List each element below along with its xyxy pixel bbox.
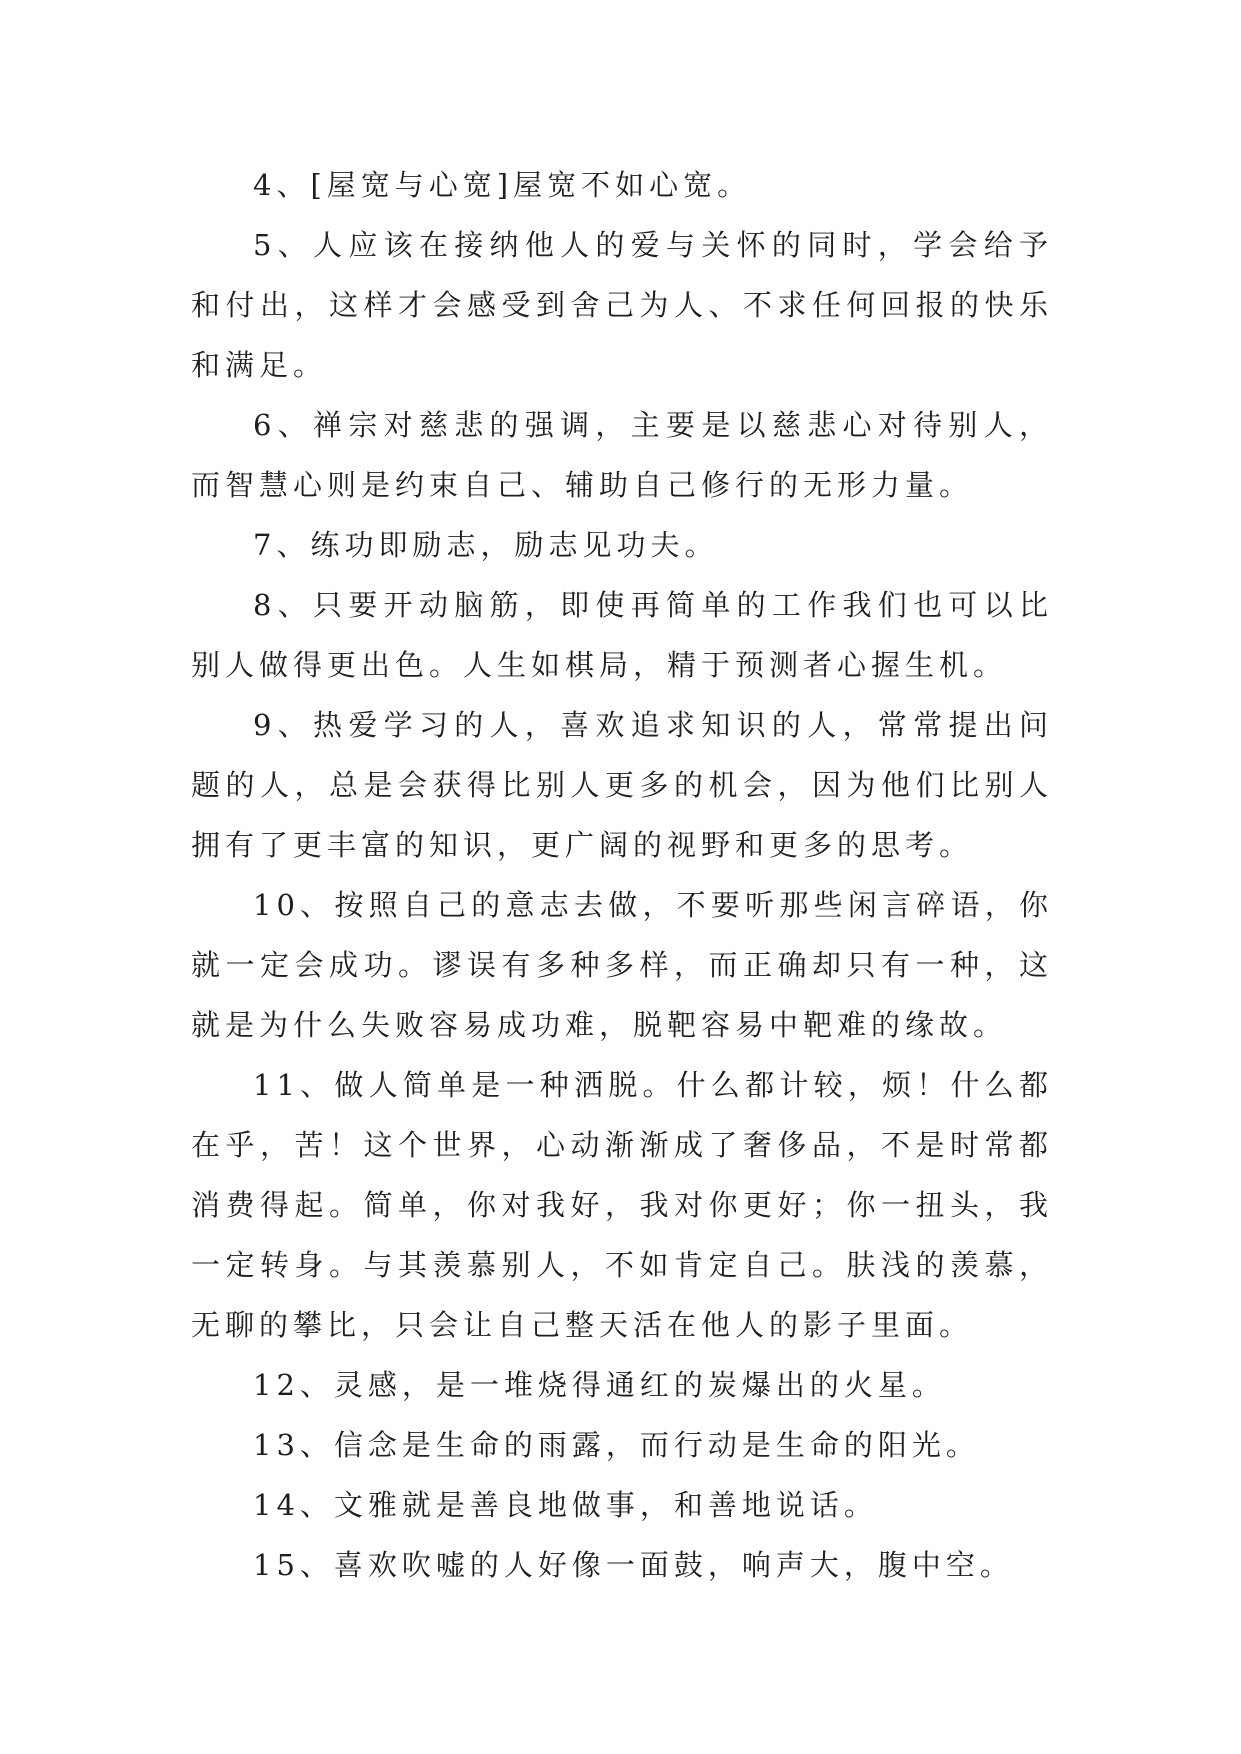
paragraph-7: 7、练功即励志，励志见功夫。 [253,528,719,562]
paragraph-11: 11、做人简单是一种洒脱。什么都计较，烦！什么都在乎，苦！这个世界，心动渐渐成了奢侈品，不是时常都消费得起。简单，你对我好，我对你更好；你一扭头，我一定转身。与其羡慕别人，不如肯定自己。肤浅的羡慕，无聊的攀比，只会让自己整天活在他人的影子里面。 [191,1068,1053,1342]
document-body [191,155,1053,1595]
paragraph-13: 13、信念是生命的雨露，而行动是生命的阳光。 [253,1428,980,1462]
paragraph-12: 12、灵感，是一堆烧得通红的炭爆出的火星。 [253,1368,946,1402]
paragraph-10: 10、按照自己的意志去做，不要听那些闲言碎语，你就一定会成功。谬误有多种多样，而正确却只有一种，这就是为什么失败容易成功难，脱靶容易中靶难的缘故。 [191,888,1053,1042]
paragraph-6: 6、禅宗对慈悲的强调，主要是以慈悲心对待别人，而智慧心则是约束自己、辅助自己修行的无形力量。 [191,408,1053,502]
paragraph-4: 4、[屋宽与心宽]屋宽不如心宽。 [253,168,752,202]
paragraph-5: 5、人应该在接纳他人的爱与关怀的同时，学会给予和付出，这样才会感受到舍己为人、不求任何回报的快乐和满足。 [191,228,1053,382]
paragraph-9: 9、热爱学习的人，喜欢追求知识的人，常常提出问题的人，总是会获得比别人更多的机会，因为他们比别人拥有了更丰富的知识，更广阔的视野和更多的思考。 [191,708,1053,862]
paragraph-15: 15、喜欢吹嘘的人好像一面鼓，响声大，腹中空。 [253,1548,1014,1582]
paragraph-8: 8、只要开动脑筋，即使再简单的工作我们也可以比别人做得更出色。人生如棋局，精于预测者心握生机。 [191,588,1053,682]
paragraph-14: 14、文雅就是善良地做事，和善地说话。 [253,1488,878,1522]
